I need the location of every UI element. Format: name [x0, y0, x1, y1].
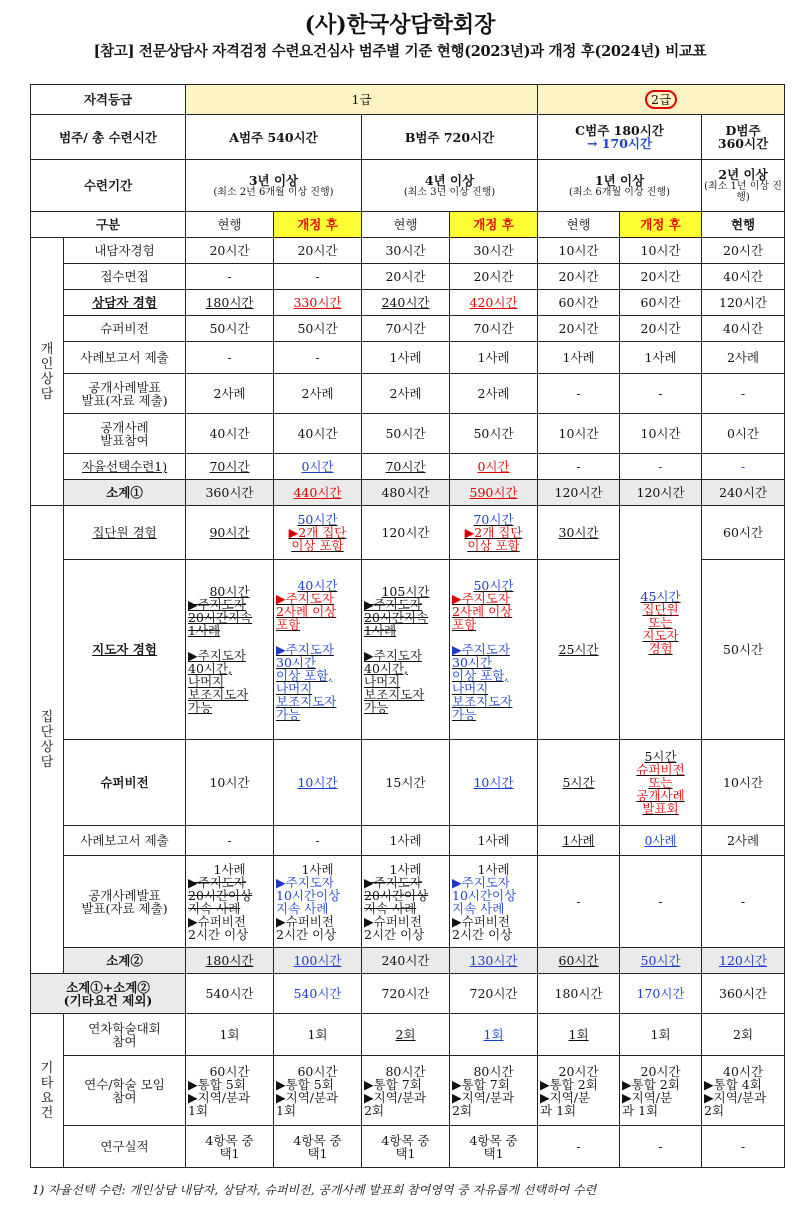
- cell: 20시간: [620, 264, 702, 290]
- cell: 10시간: [538, 238, 620, 264]
- cell: 20시간: [702, 238, 785, 264]
- cell: 720시간: [362, 974, 450, 1014]
- cell: 440시간: [274, 480, 362, 506]
- cell: -: [620, 856, 702, 948]
- cell: 130시간: [450, 948, 538, 974]
- cell: 30시간: [450, 238, 538, 264]
- cell: 60시간 ▶통합 5회 ▶지역/분과 1회: [274, 1056, 362, 1126]
- row-label: 연구실적: [64, 1126, 186, 1168]
- footnote: 1) 자율선택 수련: 개인상담 내담자, 상담자, 슈퍼비전, 공개사례 발표회 참여영역 중 자유롭게 선택하여 수련: [32, 1183, 597, 1197]
- subtotal2-label: 소계②: [64, 948, 186, 974]
- page-title: (사)한국상담학회장: [304, 12, 496, 38]
- cell-a1-leader: 80시간 ▶주지도자 20시간지속 1사례 ▶주지도자 40시간, 나머지 보조지도자 가능: [186, 560, 274, 740]
- col-current: 현행: [362, 212, 450, 238]
- cell: -: [538, 454, 620, 480]
- cell: 100시간: [274, 948, 362, 974]
- col-revised: 개정 후: [274, 212, 362, 238]
- row-label: 접수면접: [64, 264, 186, 290]
- section-group: 집단상담: [31, 506, 64, 974]
- cell: 50시간: [274, 316, 362, 342]
- cell: 120시간: [702, 290, 785, 316]
- cell-c2-supervision: 5시간 슈퍼비전 또는 공개사례 발표회: [620, 740, 702, 826]
- period-a: 3년 이상 (최소 2년 6개월 이상 진행): [186, 160, 362, 212]
- row-label: 공개사례 발표참여: [64, 414, 186, 454]
- cell: 4항목 중 택1: [450, 1126, 538, 1168]
- subtotal1-label: 소계①: [64, 480, 186, 506]
- row-label: 집단원 경험: [64, 506, 186, 560]
- row-label: 슈퍼비전: [64, 316, 186, 342]
- cell: 70시간: [186, 454, 274, 480]
- cell: 0사례: [620, 826, 702, 856]
- cell: -: [702, 374, 785, 414]
- cell: 25시간: [538, 560, 620, 740]
- cell: 10시간: [274, 740, 362, 826]
- cell: 20시간: [274, 238, 362, 264]
- cell: 20시간: [450, 264, 538, 290]
- cell: 10시간: [450, 740, 538, 826]
- cell: 0시간: [450, 454, 538, 480]
- cell: 0시간: [274, 454, 362, 480]
- cell: 4항목 중 택1: [274, 1126, 362, 1168]
- cell: 240시간: [702, 480, 785, 506]
- cell: 2사례: [702, 826, 785, 856]
- cell: 40시간: [186, 414, 274, 454]
- cell: 2사례: [362, 374, 450, 414]
- cell: 480시간: [362, 480, 450, 506]
- cell: 60시간 ▶통합 5회 ▶지역/분과 1회: [186, 1056, 274, 1126]
- cell: 2사례: [450, 374, 538, 414]
- cell: 1사례: [538, 826, 620, 856]
- cell: 10시간: [620, 414, 702, 454]
- cell: 1회: [620, 1014, 702, 1056]
- cell: 1사례: [450, 342, 538, 374]
- cell-a2-leader: 40시간 ▶주지도자 2사례 이상 포함 ▶주지도자 30시간 이상 포함, 나머지 보조지도자 가능: [274, 560, 362, 740]
- cat-a: A범주 540시간: [186, 115, 362, 160]
- cell: 2사례: [274, 374, 362, 414]
- cell: 5시간: [538, 740, 620, 826]
- col-current: 현행: [538, 212, 620, 238]
- cell: 2사례: [702, 342, 785, 374]
- cell: 20시간 ▶통합 2회 ▶지역/분 과 1회: [620, 1056, 702, 1126]
- grade2-circle: 2급: [645, 90, 677, 109]
- cell: -: [274, 264, 362, 290]
- cell: 590시간: [450, 480, 538, 506]
- cell: 10시간: [620, 238, 702, 264]
- cell: 4항목 중 택1: [186, 1126, 274, 1168]
- cell: 180시간: [538, 974, 620, 1014]
- cell: 15시간: [362, 740, 450, 826]
- cell: 1회: [538, 1014, 620, 1056]
- cell-a1-public: 1사례 ▶주지도자 20시간이상 지속 사례 ▶슈퍼비전 2시간 이상: [186, 856, 274, 948]
- comparison-table: [30, 84, 785, 1168]
- cell: 1회: [450, 1014, 538, 1056]
- cell: 20시간: [362, 264, 450, 290]
- cell: 120시간: [702, 948, 785, 974]
- cell-b2-leader: 50시간 ▶주지도자 2사례 이상 포함 ▶주지도자 30시간 이상 포함, 나머지 보조지도자 가능: [450, 560, 538, 740]
- cell: 30시간: [362, 238, 450, 264]
- cell: 10시간: [538, 414, 620, 454]
- cell: 90시간: [186, 506, 274, 560]
- cell: 1사례: [362, 342, 450, 374]
- grade1-header: 1급: [186, 85, 538, 115]
- period-label: 수련기간: [31, 160, 186, 212]
- cell: -: [702, 454, 785, 480]
- cell: 30시간: [538, 506, 620, 560]
- row-label: 지도자 경험: [64, 560, 186, 740]
- category-label: 범주/ 총 수련시간: [31, 115, 186, 160]
- row-label: 상담자 경험: [64, 290, 186, 316]
- cell: 420시간: [450, 290, 538, 316]
- row-label: 공개사례발표 발표(자료 제출): [64, 374, 186, 414]
- cell: 1사례: [538, 342, 620, 374]
- cell: 2회: [362, 1014, 450, 1056]
- cell: 1회: [274, 1014, 362, 1056]
- total-label: 소계①+소계② (기타요건 제외): [31, 974, 186, 1014]
- cell: 120시간: [538, 480, 620, 506]
- cell: 10시간: [186, 740, 274, 826]
- cell: 1사례: [450, 826, 538, 856]
- cell: 330시간: [274, 290, 362, 316]
- cell: 240시간: [362, 948, 450, 974]
- cell: 40시간: [702, 264, 785, 290]
- row-label: 자율선택수련1): [64, 454, 186, 480]
- period-c: 1년 이상 (최소 6개월 이상 진행): [538, 160, 702, 212]
- cat-d: D범주 360시간: [702, 115, 785, 160]
- row-label: 슈퍼비전: [64, 740, 186, 826]
- cell: -: [620, 1126, 702, 1168]
- cell: -: [538, 374, 620, 414]
- cell: 540시간: [274, 974, 362, 1014]
- section-individual: 개인상담: [31, 238, 64, 506]
- div-label: 구분: [31, 212, 186, 238]
- cell: 360시간: [186, 480, 274, 506]
- cell: 20시간: [620, 316, 702, 342]
- cell: 4항목 중 택1: [362, 1126, 450, 1168]
- cell: 20시간: [186, 238, 274, 264]
- cell: 180시간: [186, 290, 274, 316]
- cell: -: [538, 1126, 620, 1168]
- cell: 1사례: [620, 342, 702, 374]
- cell: 70시간: [450, 316, 538, 342]
- cell: 2회: [702, 1014, 785, 1056]
- cell: -: [274, 342, 362, 374]
- cell: 60시간: [538, 290, 620, 316]
- cell: 80시간 ▶통합 7회 ▶지역/분과 2회: [362, 1056, 450, 1126]
- cell-b1-leader: 105시간 ▶주지도자 20시간지속 1사례 ▶주지도자 40시간, 나머지 보조지도자 가능: [362, 560, 450, 740]
- cell: 180시간: [186, 948, 274, 974]
- cell: 120시간: [362, 506, 450, 560]
- cell: 70시간: [362, 316, 450, 342]
- cell-b2-public: 1사례 ▶주지도자 10시간이상 지속 사례 ▶슈퍼비전 2시간 이상: [450, 856, 538, 948]
- cell: -: [186, 342, 274, 374]
- cat-b: B범주 720시간: [362, 115, 538, 160]
- cell-c2-leader: 45시간 집단원 또는 지도자 경험: [620, 506, 702, 740]
- cell: 540시간: [186, 974, 274, 1014]
- cell: -: [620, 374, 702, 414]
- cell: 2사례: [186, 374, 274, 414]
- cell: 240시간: [362, 290, 450, 316]
- row-label: 내담자경험: [64, 238, 186, 264]
- cell: 40시간: [702, 316, 785, 342]
- cell: 50시간: [362, 414, 450, 454]
- cell: 20시간: [538, 264, 620, 290]
- cell: 0시간: [702, 414, 785, 454]
- grade2-header: [538, 85, 785, 115]
- period-d: 2년 이상 (최소 1년 이상 진행): [702, 160, 785, 212]
- cell: 50시간: [186, 316, 274, 342]
- row-label: 사례보고서 제출: [64, 342, 186, 374]
- col-revised: 개정 후: [620, 212, 702, 238]
- cell: 1사례: [362, 826, 450, 856]
- cell: -: [538, 856, 620, 948]
- cell: 50시간 ▶2개 집단 이상 포함: [274, 506, 362, 560]
- cell: 50시간: [620, 948, 702, 974]
- period-b: 4년 이상 (최소 3년 이상 진행): [362, 160, 538, 212]
- cell: -: [620, 454, 702, 480]
- col-revised: 개정 후: [450, 212, 538, 238]
- cell: 40시간 ▶통합 4회 ▶지역/분과 2회: [702, 1056, 785, 1126]
- cell: -: [702, 1126, 785, 1168]
- cell: 40시간: [274, 414, 362, 454]
- cat-c: C범주 180시간 → 170시간: [538, 115, 702, 160]
- cell: 70시간: [362, 454, 450, 480]
- cell: 50시간: [702, 560, 785, 740]
- cell: 80시간 ▶통합 7회 ▶지역/분과 2회: [450, 1056, 538, 1126]
- cell: 50시간: [450, 414, 538, 454]
- col-current: 현행: [186, 212, 274, 238]
- row-label: 연수/학술 모임 참여: [64, 1056, 186, 1126]
- row-label: 연차학술대회 참여: [64, 1014, 186, 1056]
- cell: 120시간: [620, 480, 702, 506]
- cell: 60시간: [538, 948, 620, 974]
- cell: 1회: [186, 1014, 274, 1056]
- cell: 360시간: [702, 974, 785, 1014]
- cell: 20시간: [538, 316, 620, 342]
- cell: 70시간 ▶2개 집단 이상 포함: [450, 506, 538, 560]
- section-other: 기타요건: [31, 1014, 64, 1168]
- grade-label: 자격등급: [31, 85, 186, 115]
- cell: 170시간: [620, 974, 702, 1014]
- cell: 60시간: [702, 506, 785, 560]
- cell-b1-public: 1사례 ▶주지도자 20시간이상 지속 사례 ▶슈퍼비전 2시간 이상: [362, 856, 450, 948]
- page-subtitle: [참고] 전문상담사 자격검정 수련요건심사 범주별 기준 현행(2023년)과 개정 후(2024년) 비교표: [93, 43, 707, 60]
- cell: -: [274, 826, 362, 856]
- cell: 720시간: [450, 974, 538, 1014]
- cell: 10시간: [702, 740, 785, 826]
- col-current: 현행: [702, 212, 785, 238]
- cell: 60시간: [620, 290, 702, 316]
- cell: -: [186, 264, 274, 290]
- row-label: 공개사례발표 발표(자료 제출): [64, 856, 186, 948]
- row-label: 사례보고서 제출: [64, 826, 186, 856]
- cell: 20시간 ▶통합 2회 ▶지역/분 과 1회: [538, 1056, 620, 1126]
- cell-a2-public: 1사례 ▶주지도자 10시간이상 지속 사례 ▶슈퍼비전 2시간 이상: [274, 856, 362, 948]
- cell: -: [702, 856, 785, 948]
- cell: -: [186, 826, 274, 856]
